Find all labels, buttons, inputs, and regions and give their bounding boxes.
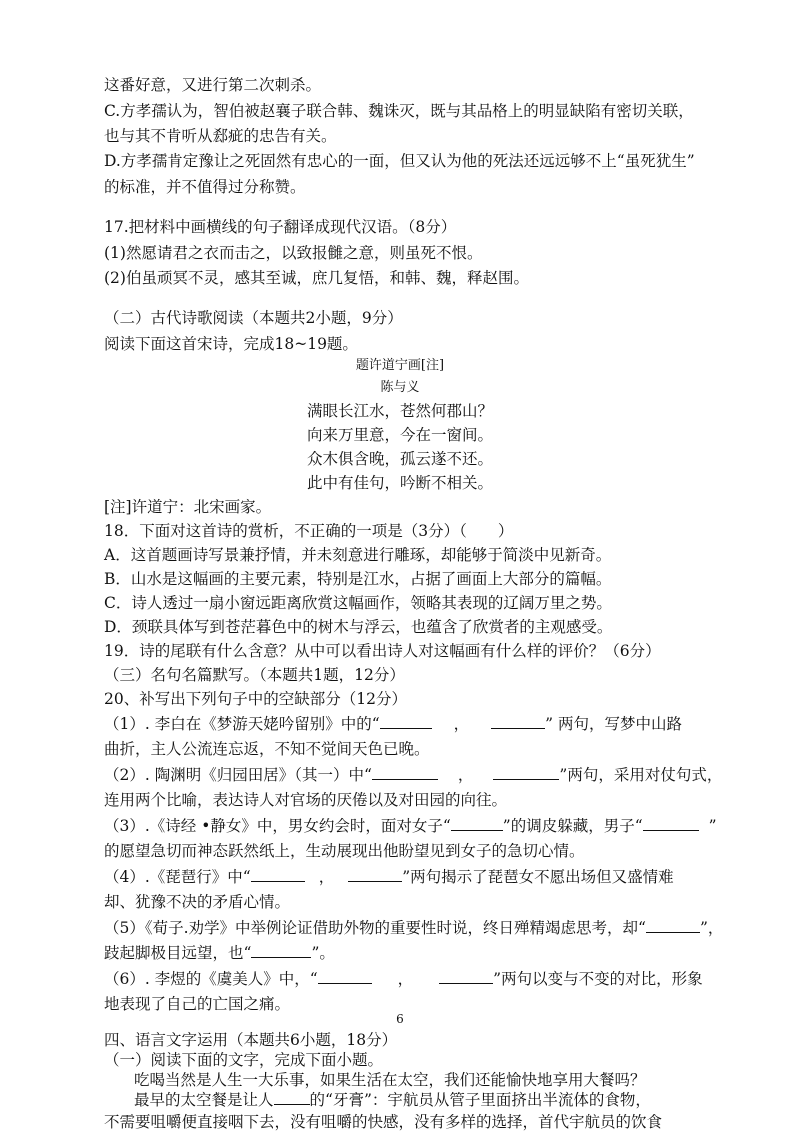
option-d-text: D.方孝孺肯定豫让之死固然有忠心的一面，但又认为他的死法还远远够不上“虽死犹生” xyxy=(104,152,695,170)
answer-blank[interactable] xyxy=(439,969,493,984)
section-4-title: 四、语言文字运用（本题共6小题，18分） xyxy=(104,1031,398,1049)
answer-blank[interactable] xyxy=(451,816,503,831)
answer-blank[interactable] xyxy=(348,867,402,882)
q20-item-1: （1）. 李白在《梦游天姥吟留别》中的“ ， ” 两句，写梦中山路 xyxy=(104,715,683,733)
q20-item-5-cont: 跂起脚极目远望，也“ ”。 xyxy=(104,944,335,962)
section-2-intro: 阅读下面这首宋诗，完成18~19题。 xyxy=(104,335,358,353)
answer-blank[interactable] xyxy=(493,765,559,780)
answer-blank[interactable] xyxy=(491,714,545,729)
answer-blank[interactable] xyxy=(251,867,305,882)
answer-blank[interactable] xyxy=(318,969,372,984)
page-number: 6 xyxy=(396,1012,404,1026)
q20-item-3: （3）.《诗经 •静女》中，男女约会时，面对女子“ ”的调皮躲藏，男子“ ” xyxy=(104,817,717,835)
question-17-sentence-1: (1)然愿请君之衣而击之，以致报雠之意，则虽死不恨。 xyxy=(104,244,483,262)
answer-blank[interactable] xyxy=(274,1090,310,1105)
question-17-sentence-2: (2)伯虽顽冥不灵，感其至诚，庶几复悟，和韩、魏，释赵围。 xyxy=(104,269,529,287)
question-17-title: 17.把材料中画横线的句子翻译成现代汉语。（8分） xyxy=(104,218,457,236)
question-19: 19．诗的尾联有什么含意？从中可以看出诗人对这幅画有什么样的评价？（6分） xyxy=(104,642,661,660)
q20-item-2: （2）. 陶渊明《归园田居》（其一）中“ ， ”两句，采用对仗句式， xyxy=(104,766,723,784)
q20-item-1-cont: 曲折，主人公流连忘返，不知不觉间天色已晚。 xyxy=(104,740,430,758)
question-20-title: 20、补写出下列句子中的空缺部分（12分） xyxy=(104,690,407,708)
section-4-subtitle: （一）阅读下面的文字，完成下面小题。 xyxy=(104,1051,384,1069)
text-line: 这番好意，又进行第二次刺杀。 xyxy=(104,76,322,94)
q20-item-3-cont: 的愿望急切而神态跃然纸上，生动展现出他盼望见到女子的急切心情。 xyxy=(104,842,585,860)
text-line: 的标准，并不值得过分称赞。 xyxy=(104,178,306,196)
q20-item-6-cont: 地表现了自己的亡国之痛。 xyxy=(104,995,291,1013)
question-18-title: 18．下面对这首诗的赏析，不正确的一项是（3分）（ ） xyxy=(104,522,514,540)
q20-item-4: （4）.《琵琶行》中“ ， ”两句揭示了琵琶女不愿出场但又盛情难 xyxy=(104,868,674,886)
poem-title: 题许道宁画[注] xyxy=(355,358,445,373)
text-line: 也与其不肯听从郄疵的忠告有关。 xyxy=(104,127,337,145)
passage-paragraph-2: 最早的太空餐是让人 的“牙膏”：宇航员从管子里面挤出半流体的食物， xyxy=(134,1091,651,1109)
passage-paragraph-2-cont: 不需要咀嚼便直接咽下去，没有咀嚼的快感，没有多样的选择，首代宇航员的饮食 xyxy=(104,1113,663,1131)
q20-item-2-cont: 连用两个比喻，表达诗人对官场的厌倦以及对田园的向往。 xyxy=(104,791,508,809)
poem-line: 众木俱含晚，孤云遂不还。 xyxy=(306,450,493,468)
answer-blank[interactable] xyxy=(380,714,432,729)
q20-item-5: （5）《荀子.劝学》中举例论证借助外物的重要性时说，终日殚精竭虑思考，却“ ”， xyxy=(104,919,724,937)
answer-blank[interactable] xyxy=(643,816,699,831)
answer-blank[interactable] xyxy=(372,765,438,780)
question-18-option-b: B．山水是这幅画的主要元素，特别是江水，占据了画面上大部分的篇幅。 xyxy=(104,570,612,588)
passage-paragraph-1: 吃喝当然是人生一大乐事，如果生活在太空，我们还能愉快地享用大餐吗？ xyxy=(134,1071,646,1089)
answer-blank[interactable] xyxy=(251,943,311,958)
question-18-option-c: C．诗人透过一扇小窗远距离欣赏这幅画作，领略其表现的辽阔万里之势。 xyxy=(104,594,612,612)
section-3-title: （三）名句名篇默写。（本题共1题，12分） xyxy=(104,666,405,684)
section-2-title: （二）古代诗歌阅读（本题共2小题，9分） xyxy=(104,309,403,327)
q20-item-6: （6）. 李煜的《虞美人》中，“ ， ”两句以变与不变的对比，形象 xyxy=(104,970,703,988)
answer-blank[interactable] xyxy=(646,918,700,933)
option-c-text: C.方孝孺认为，智伯被赵襄子联合韩、魏诛灭，既与其品格上的明显缺陷有密切关联， xyxy=(104,102,694,120)
poem-line: 满眼长江水，苍然何郡山？ xyxy=(306,402,493,420)
question-18-option-a: A．这首题画诗写景兼抒情，并未刻意进行雕琢，却能够于简淡中见新奇。 xyxy=(104,546,612,564)
poem-line: 此中有佳句，吟断不相关。 xyxy=(306,474,493,492)
q20-item-4-cont: 却、犹豫不决的矛盾心情。 xyxy=(104,893,291,911)
poem-line: 向来万里意，今在一窗间。 xyxy=(306,426,493,444)
poem-author: 陈与义 xyxy=(380,380,420,395)
poem-note: [注]许道宁：北宋画家。 xyxy=(104,498,272,516)
question-18-option-d: D．颈联具体写到苍茫暮色中的树木与浮云，也蕴含了欣赏者的主观感受。 xyxy=(104,618,613,636)
